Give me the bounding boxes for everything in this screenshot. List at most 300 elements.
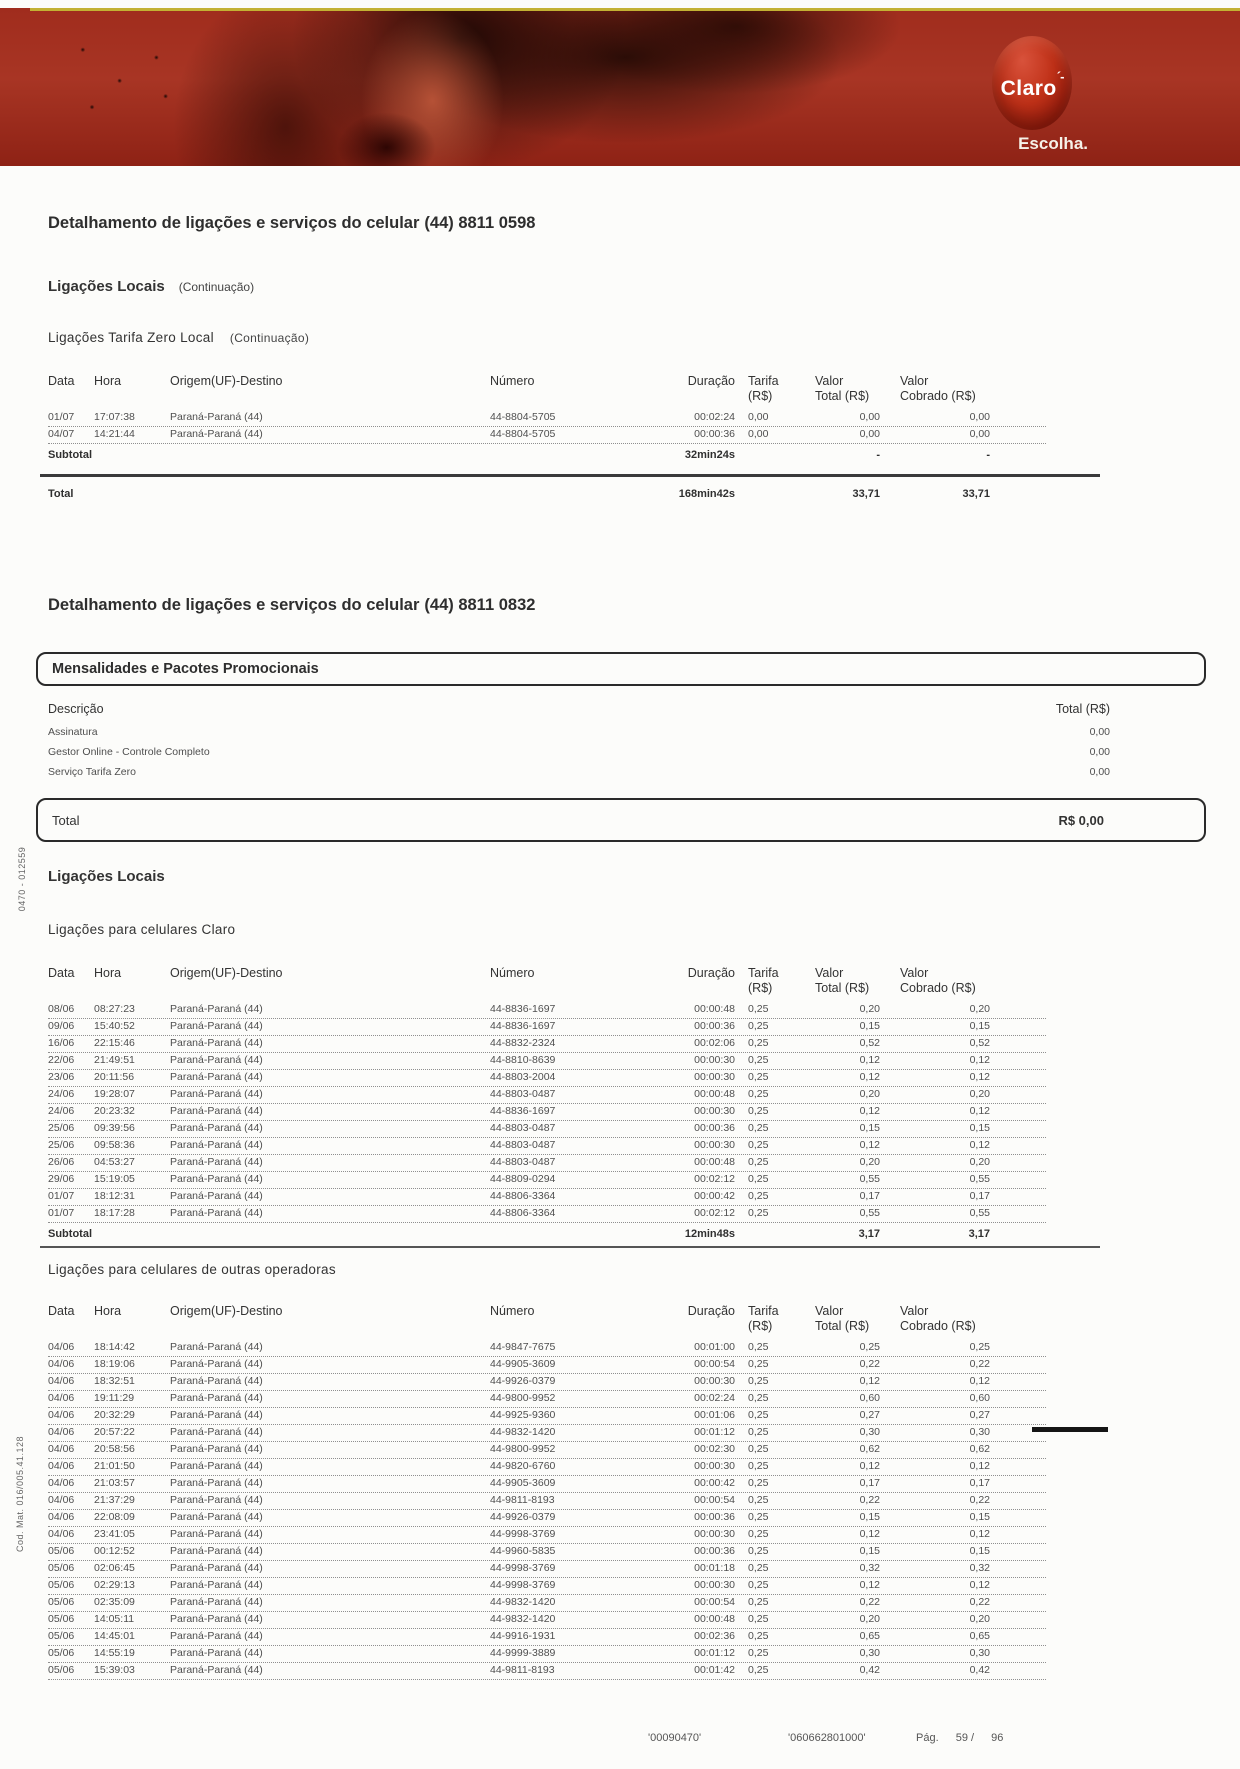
call-date: 23/06 — [48, 1071, 75, 1083]
call-time: 17:07:38 — [94, 411, 135, 423]
heading-text: Ligações Locais — [48, 278, 165, 295]
call-tariff: 0,00 — [748, 428, 769, 440]
col-valor-cobrado: Valor Cobrado (R$) — [900, 966, 976, 995]
call-total: 0,12 — [859, 1071, 880, 1083]
call-tariff: 0,25 — [748, 1630, 769, 1642]
call-time: 15:19:05 — [94, 1173, 135, 1185]
call-charged: 0,22 — [969, 1596, 990, 1608]
call-row — [48, 1425, 1046, 1442]
call-total: 0,60 — [859, 1392, 880, 1404]
call-total: 0,30 — [859, 1647, 880, 1659]
call-charged: 0,15 — [969, 1020, 990, 1032]
call-charged: 0,20 — [969, 1088, 990, 1100]
call-duration: 00:02:30 — [694, 1443, 735, 1455]
call-time: 19:28:07 — [94, 1088, 135, 1100]
call-charged: 0,12 — [969, 1105, 990, 1117]
call-tariff: 0,25 — [748, 1511, 769, 1523]
call-tariff: 0,25 — [748, 1664, 769, 1676]
call-number: 44-9800-9952 — [490, 1443, 556, 1455]
call-charged: 0,12 — [969, 1139, 990, 1151]
table-body — [48, 1340, 1046, 1680]
col-hora: Hora — [94, 966, 122, 980]
call-row — [48, 1155, 1046, 1172]
call-number: 44-9998-3769 — [490, 1579, 556, 1591]
call-row — [48, 1527, 1046, 1544]
call-time: 18:12:31 — [94, 1190, 135, 1202]
call-number: 44-8832-2324 — [490, 1037, 556, 1049]
call-time: 09:39:56 — [94, 1122, 135, 1134]
mensalidades-total-label: Total — [52, 812, 80, 828]
call-time: 20:32:29 — [94, 1409, 135, 1421]
call-time: 22:15:46 — [94, 1037, 135, 1049]
call-time: 00:12:52 — [94, 1545, 135, 1557]
call-duration: 00:00:30 — [694, 1375, 735, 1387]
table-header — [48, 966, 1046, 1002]
call-total: 0,32 — [859, 1562, 880, 1574]
call-date: 04/06 — [48, 1443, 75, 1455]
claro-logo — [992, 36, 1072, 130]
call-origin: Paraná-Paraná (44) — [170, 1358, 263, 1370]
call-row — [48, 1087, 1046, 1104]
call-time: 18:14:42 — [94, 1341, 135, 1353]
call-number: 44-9811-8193 — [490, 1494, 555, 1506]
col-descricao: Descrição — [48, 702, 104, 716]
col-tarifa: Tarifa (R$) — [748, 1304, 779, 1333]
call-duration: 00:00:48 — [694, 1613, 735, 1625]
call-tariff: 0,25 — [748, 1020, 769, 1032]
col-numero: Número — [490, 374, 535, 388]
footer-barcode-mark-2: '060662801000' — [788, 1732, 866, 1744]
col-tarifa: Tarifa (R$) — [748, 374, 779, 403]
call-duration: 00:01:00 — [694, 1341, 735, 1353]
total-label: Total — [48, 488, 74, 500]
table-header — [48, 374, 1046, 410]
call-tariff: 0,25 — [748, 1173, 769, 1185]
call-tariff: 0,25 — [748, 1375, 769, 1387]
call-origin: Paraná-Paraná (44) — [170, 1477, 263, 1489]
call-charged: 0,62 — [969, 1443, 990, 1455]
call-row — [48, 1459, 1046, 1476]
call-row — [48, 1340, 1046, 1357]
call-duration: 00:00:54 — [694, 1596, 735, 1608]
call-charged: 0,12 — [969, 1071, 990, 1083]
call-total: 0,12 — [859, 1139, 880, 1151]
item-total: 0,00 — [1089, 726, 1110, 738]
call-tariff: 0,25 — [748, 1613, 769, 1625]
call-number: 44-8809-0294 — [490, 1173, 556, 1185]
call-origin: Paraná-Paraná (44) — [170, 1647, 263, 1659]
mensalidades-box — [36, 652, 1206, 686]
call-tariff: 0,25 — [748, 1358, 769, 1370]
call-duration: 00:00:48 — [694, 1156, 735, 1168]
call-date: 05/06 — [48, 1545, 75, 1557]
call-total: 0,12 — [859, 1375, 880, 1387]
claro-logo-accent: ´- — [1056, 69, 1064, 84]
call-date: 05/06 — [48, 1562, 75, 1574]
call-origin: Paraná-Paraná (44) — [170, 1562, 263, 1574]
call-row — [48, 1561, 1046, 1578]
call-row — [48, 1612, 1046, 1629]
call-time: 20:23:32 — [94, 1105, 135, 1117]
call-tariff: 0,25 — [748, 1037, 769, 1049]
col-numero: Número — [490, 966, 535, 980]
call-date: 01/07 — [48, 1207, 75, 1219]
mensalidades-header — [48, 702, 1110, 726]
call-total: 0,25 — [859, 1341, 880, 1353]
call-number: 44-9832-1420 — [490, 1426, 556, 1438]
call-date: 05/06 — [48, 1613, 75, 1625]
call-duration: 00:01:42 — [694, 1664, 735, 1676]
call-tariff: 0,25 — [748, 1003, 769, 1015]
col-data: Data — [48, 374, 75, 388]
subheading-outras-operadoras — [48, 1262, 336, 1277]
call-duration: 00:00:36 — [694, 1122, 735, 1134]
mensalidades-items — [48, 726, 1110, 786]
col-data: Data — [48, 966, 75, 980]
call-date: 04/06 — [48, 1341, 75, 1353]
call-charged: 0,17 — [969, 1190, 990, 1202]
call-date: 04/06 — [48, 1426, 75, 1438]
subtotal-row — [48, 446, 1046, 464]
call-origin: Paraná-Paraná (44) — [170, 428, 263, 440]
call-tariff: 0,25 — [748, 1545, 769, 1557]
phone-number: (44) 8811 0832 — [424, 596, 536, 614]
call-date: 04/07 — [48, 428, 75, 440]
total-duration: 168min42s — [678, 488, 735, 500]
brand-tagline: Escolha. — [1018, 134, 1088, 153]
call-charged: 0,27 — [969, 1409, 990, 1421]
call-number: 44-9999-3889 — [490, 1647, 556, 1659]
call-time: 02:29:13 — [94, 1579, 135, 1591]
call-number: 44-9916-1931 — [490, 1630, 556, 1642]
claro-logo-text: Claro´- — [1000, 69, 1064, 100]
call-tariff: 0,25 — [748, 1207, 769, 1219]
scan-artifact-line — [1032, 1427, 1108, 1432]
total-divider — [40, 474, 1100, 477]
call-number: 44-9905-3609 — [490, 1477, 556, 1489]
call-origin: Paraná-Paraná (44) — [170, 1088, 263, 1100]
subtotal-row — [48, 1225, 1046, 1243]
call-charged: 0,30 — [969, 1426, 990, 1438]
call-time: 09:58:36 — [94, 1139, 135, 1151]
subheading-celulares-claro — [48, 922, 235, 937]
page-total: 96 — [991, 1732, 1004, 1744]
margin-code-top: 0470 - 012559 — [17, 846, 27, 912]
call-total: 0,22 — [859, 1358, 880, 1370]
call-total: 0,12 — [859, 1054, 880, 1066]
call-tariff: 0,25 — [748, 1392, 769, 1404]
call-row — [48, 1138, 1046, 1155]
call-date: 04/06 — [48, 1528, 75, 1540]
col-origem: Origem(UF)-Destino — [170, 966, 283, 980]
mensalidade-item — [48, 766, 1110, 786]
call-row — [48, 1493, 1046, 1510]
call-time: 18:32:51 — [94, 1375, 135, 1387]
col-origem: Origem(UF)-Destino — [170, 1304, 283, 1318]
call-origin: Paraná-Paraná (44) — [170, 1409, 263, 1421]
call-time: 21:01:50 — [94, 1460, 135, 1472]
call-tariff: 0,25 — [748, 1443, 769, 1455]
call-date: 05/06 — [48, 1647, 75, 1659]
subheading-tarifa-zero — [48, 330, 309, 345]
call-date: 04/06 — [48, 1494, 75, 1506]
call-total: 0,17 — [859, 1477, 880, 1489]
call-tariff: 0,25 — [748, 1190, 769, 1202]
call-date: 04/06 — [48, 1511, 75, 1523]
call-date: 04/06 — [48, 1358, 75, 1370]
call-number: 44-8803-0487 — [490, 1156, 556, 1168]
call-origin: Paraná-Paraná (44) — [170, 1443, 263, 1455]
call-total: 0,20 — [859, 1613, 880, 1625]
call-origin: Paraná-Paraná (44) — [170, 1156, 263, 1168]
col-data: Data — [48, 1304, 75, 1318]
col-tarifa: Tarifa (R$) — [748, 966, 779, 995]
mensalidades-total-box — [36, 798, 1206, 842]
call-date: 05/06 — [48, 1596, 75, 1608]
call-time: 20:11:56 — [94, 1071, 135, 1083]
call-duration: 00:01:12 — [694, 1647, 735, 1659]
call-total: 0,15 — [859, 1511, 880, 1523]
call-date: 05/06 — [48, 1664, 75, 1676]
call-total: 0,17 — [859, 1190, 880, 1202]
call-duration: 00:02:12 — [694, 1207, 735, 1219]
call-duration: 00:00:36 — [694, 1020, 735, 1032]
call-date: 04/06 — [48, 1409, 75, 1421]
col-hora: Hora — [94, 374, 122, 388]
call-tariff: 0,25 — [748, 1139, 769, 1151]
call-total: 0,27 — [859, 1409, 880, 1421]
call-number: 44-9960-5835 — [490, 1545, 556, 1557]
mensalidades-table — [48, 702, 1110, 786]
call-time: 15:40:52 — [94, 1020, 135, 1032]
call-time: 04:53:27 — [94, 1156, 135, 1168]
call-tariff: 0,25 — [748, 1105, 769, 1117]
total-charged: 33,71 — [962, 488, 990, 500]
mensalidade-item — [48, 746, 1110, 766]
call-row — [48, 1053, 1046, 1070]
call-number: 44-8804-5705 — [490, 428, 556, 440]
call-row — [48, 1104, 1046, 1121]
call-charged: 0,60 — [969, 1392, 990, 1404]
call-row — [48, 1002, 1046, 1019]
call-time: 14:21:44 — [94, 428, 135, 440]
call-tariff: 0,25 — [748, 1528, 769, 1540]
call-row — [48, 1019, 1046, 1036]
table-outras-operadoras — [48, 1304, 1046, 1680]
call-origin: Paraná-Paraná (44) — [170, 1375, 263, 1387]
call-number: 44-8836-1697 — [490, 1003, 556, 1015]
call-tariff: 0,25 — [748, 1088, 769, 1100]
call-charged: 0,42 — [969, 1664, 990, 1676]
call-origin: Paraná-Paraná (44) — [170, 1341, 263, 1353]
call-origin: Paraná-Paraná (44) — [170, 1020, 263, 1032]
call-time: 21:49:51 — [94, 1054, 135, 1066]
call-origin: Paraná-Paraná (44) — [170, 1071, 263, 1083]
heading-ligacoes-locais-cont — [48, 278, 254, 295]
call-row — [48, 410, 1046, 427]
call-row — [48, 1172, 1046, 1189]
call-time: 14:05:11 — [94, 1613, 135, 1625]
call-number: 44-8803-0487 — [490, 1122, 556, 1134]
call-time: 18:19:06 — [94, 1358, 135, 1370]
subtotal-label: Subtotal — [48, 449, 92, 461]
call-time: 19:11:29 — [94, 1392, 135, 1404]
phone-number: (44) 8811 0598 — [424, 214, 536, 232]
call-tariff: 0,25 — [748, 1341, 769, 1353]
call-duration: 00:00:30 — [694, 1528, 735, 1540]
call-date: 05/06 — [48, 1630, 75, 1642]
call-origin: Paraná-Paraná (44) — [170, 1630, 263, 1642]
section-title-0598 — [48, 214, 535, 233]
call-charged: 0,65 — [969, 1630, 990, 1642]
call-tariff: 0,25 — [748, 1562, 769, 1574]
call-time: 21:37:29 — [94, 1494, 135, 1506]
col-valor-total: Valor Total (R$) — [815, 374, 870, 403]
section-title-text: Detalhamento de ligações e serviços do celular — [48, 596, 420, 614]
call-duration: 00:00:30 — [694, 1105, 735, 1117]
call-number: 44-8806-3364 — [490, 1190, 556, 1202]
call-origin: Paraná-Paraná (44) — [170, 1392, 263, 1404]
call-number: 44-9926-0379 — [490, 1511, 556, 1523]
col-valor-cobrado: Valor Cobrado (R$) — [900, 374, 976, 403]
call-duration: 00:00:48 — [694, 1003, 735, 1015]
col-hora: Hora — [94, 1304, 122, 1318]
call-tariff: 0,25 — [748, 1071, 769, 1083]
call-charged: 0,12 — [969, 1375, 990, 1387]
call-tariff: 0,25 — [748, 1596, 769, 1608]
col-valor-total: Valor Total (R$) — [815, 1304, 870, 1333]
call-charged: 0,12 — [969, 1460, 990, 1472]
margin-code-bottom: Cod. Mat. 016/005.41.128 — [15, 1435, 25, 1553]
call-number: 44-9998-3769 — [490, 1528, 556, 1540]
call-row — [48, 1510, 1046, 1527]
col-valor-total: Valor Total (R$) — [815, 966, 870, 995]
item-total: 0,00 — [1089, 746, 1110, 758]
call-number: 44-8804-5705 — [490, 411, 556, 423]
call-duration: 00:00:30 — [694, 1071, 735, 1083]
call-total: 0,22 — [859, 1596, 880, 1608]
call-row — [48, 1646, 1046, 1663]
call-duration: 00:01:12 — [694, 1426, 735, 1438]
call-origin: Paraná-Paraná (44) — [170, 1173, 263, 1185]
call-time: 20:57:22 — [94, 1426, 135, 1438]
call-number: 44-8810-8639 — [490, 1054, 556, 1066]
call-row — [48, 1578, 1046, 1595]
heading-text: Ligações Locais — [48, 868, 165, 885]
call-tariff: 0,25 — [748, 1156, 769, 1168]
call-origin: Paraná-Paraná (44) — [170, 1207, 263, 1219]
call-row — [48, 1544, 1046, 1561]
subtotal-charged: 3,17 — [968, 1228, 990, 1240]
call-charged: 0,32 — [969, 1562, 990, 1574]
call-charged: 0,22 — [969, 1494, 990, 1506]
call-duration: 00:01:06 — [694, 1409, 735, 1421]
call-row — [48, 1357, 1046, 1374]
call-origin: Paraná-Paraná (44) — [170, 1190, 263, 1202]
call-duration: 00:00:30 — [694, 1054, 735, 1066]
call-origin: Paraná-Paraná (44) — [170, 1664, 263, 1676]
page-current: 59 / — [955, 1732, 975, 1744]
table-body — [48, 1002, 1046, 1223]
call-number: 44-8806-3364 — [490, 1207, 556, 1219]
call-total: 0,20 — [859, 1003, 880, 1015]
call-duration: 00:01:18 — [694, 1562, 735, 1574]
table-body — [48, 410, 1046, 444]
table-header — [48, 1304, 1046, 1340]
call-duration: 00:00:48 — [694, 1088, 735, 1100]
subtotal-duration: 12min48s — [684, 1228, 735, 1240]
page-label: Pág. — [916, 1732, 939, 1744]
section-title-text: Detalhamento de ligações e serviços do celular — [48, 214, 420, 232]
table-tarifa-zero — [48, 374, 1046, 503]
call-origin: Paraná-Paraná (44) — [170, 1596, 263, 1608]
call-charged: 0,25 — [969, 1341, 990, 1353]
call-origin: Paraná-Paraná (44) — [170, 1579, 263, 1591]
footer-barcode-mark-1: '00090470' — [648, 1732, 702, 1744]
call-row — [48, 1442, 1046, 1459]
call-charged: 0,15 — [969, 1122, 990, 1134]
call-date: 24/06 — [48, 1105, 75, 1117]
call-row — [48, 1189, 1046, 1206]
call-duration: 00:00:36 — [694, 428, 735, 440]
continuation-note: (Continuação) — [178, 280, 255, 294]
section-divider — [40, 1246, 1100, 1248]
col-numero: Número — [490, 1304, 535, 1318]
subtotal-duration: 32min24s — [684, 449, 735, 461]
call-origin: Paraná-Paraná (44) — [170, 1003, 263, 1015]
call-date: 01/07 — [48, 1190, 75, 1202]
call-row — [48, 1595, 1046, 1612]
call-number: 44-8803-2004 — [490, 1071, 556, 1083]
call-time: 02:06:45 — [94, 1562, 135, 1574]
call-duration: 00:00:54 — [694, 1494, 735, 1506]
call-duration: 00:00:30 — [694, 1579, 735, 1591]
total-row — [48, 485, 1046, 503]
call-total: 0,22 — [859, 1494, 880, 1506]
call-number: 44-8836-1697 — [490, 1020, 556, 1032]
call-duration: 00:00:42 — [694, 1477, 735, 1489]
call-number: 44-8836-1697 — [490, 1105, 556, 1117]
call-origin: Paraná-Paraná (44) — [170, 1122, 263, 1134]
call-duration: 00:00:36 — [694, 1511, 735, 1523]
subtotal-label: Subtotal — [48, 1228, 92, 1240]
call-tariff: 0,25 — [748, 1579, 769, 1591]
call-total: 0,12 — [859, 1528, 880, 1540]
call-total: 0,00 — [859, 411, 880, 423]
item-description: Assinatura — [48, 726, 98, 738]
call-origin: Paraná-Paraná (44) — [170, 1105, 263, 1117]
mensalidade-item — [48, 726, 1110, 746]
call-row — [48, 1476, 1046, 1493]
call-tariff: 0,25 — [748, 1477, 769, 1489]
page-indicator — [916, 1732, 1003, 1744]
call-origin: Paraná-Paraná (44) — [170, 1613, 263, 1625]
call-charged: 0,22 — [969, 1358, 990, 1370]
call-number: 44-9820-6760 — [490, 1460, 556, 1472]
call-origin: Paraná-Paraná (44) — [170, 1511, 263, 1523]
call-total: 0,15 — [859, 1020, 880, 1032]
call-origin: Paraná-Paraná (44) — [170, 1037, 263, 1049]
banner — [0, 8, 1240, 166]
call-origin: Paraná-Paraná (44) — [170, 1426, 263, 1438]
subheading-text: Ligações Tarifa Zero Local — [48, 330, 214, 345]
call-tariff: 0,25 — [748, 1054, 769, 1066]
subheading-text: Ligações para celulares de outras operadoras — [48, 1262, 336, 1277]
call-tariff: 0,25 — [748, 1122, 769, 1134]
call-total: 0,12 — [859, 1460, 880, 1472]
item-description: Serviço Tarifa Zero — [48, 766, 136, 778]
call-charged: 0,20 — [969, 1613, 990, 1625]
